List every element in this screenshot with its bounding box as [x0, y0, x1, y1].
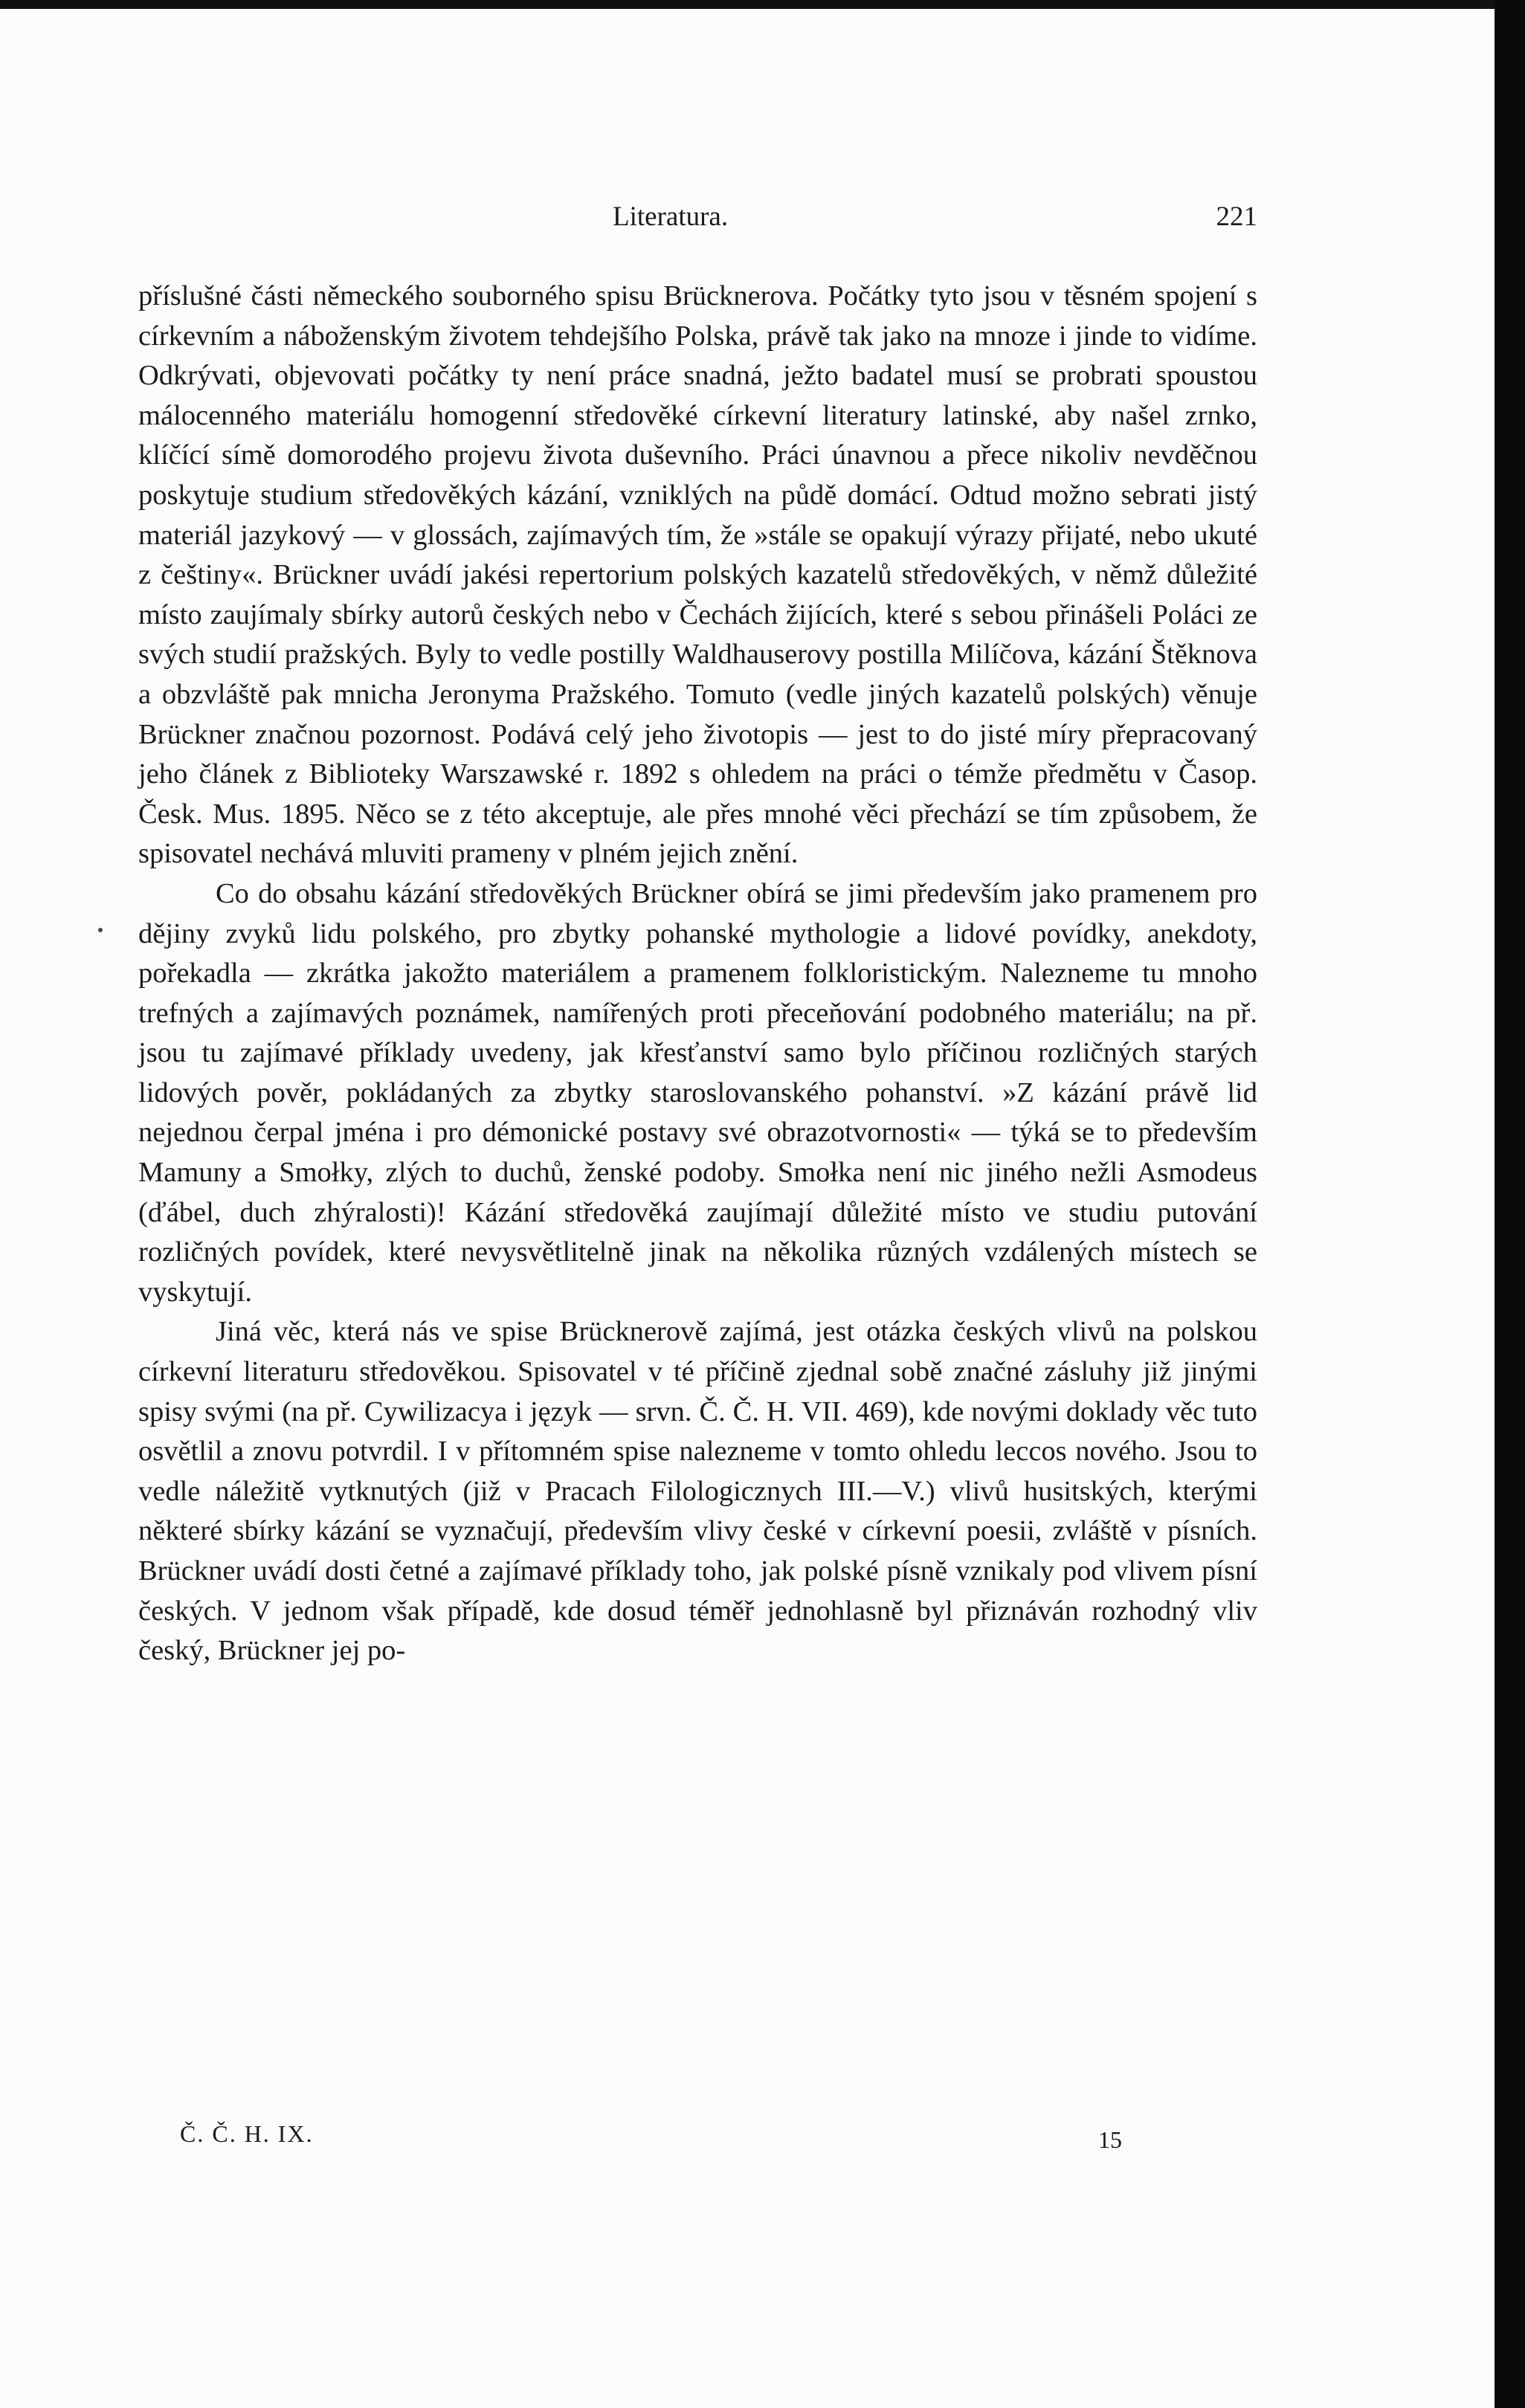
paragraph-3: Jiná věc, která nás ve spise Brücknerově zajímá, jest otázka českých vlivů na polskou církevní literaturu středověkou. Spisovatel v té příčině zjednal sobě značné zásluhy již jinými spisy svými (na př. Cywilizacya i język — srvn. Č. Č. H. VII. 469), kde novými doklady věc tuto osvětlil a znovu potvrdil. I v přítomném spise nalezneme v tomto ohledu leccos nového. Jsou to vedle náležitě vytknutých (již v Pracach Filologicznych III.—V.) vlivů husitských, kterými některé sbírky kázání se vyznačují, především vlivy české v církevní poesii, zvláště v písních. Brückner uvádí dosti četné a zajímavé příklady toho, jak polské písně vznikaly pod vlivem písní českých. V jednom však případě, kde dosud téměř jednohlasně byl přiznáván rozhodný vliv český, Brückner jej po-	[138, 1316, 1257, 1667]
scan-right-edge	[1495, 0, 1525, 2408]
running-header	[138, 201, 1257, 238]
signature-mark: Č. Č. H. IX.	[180, 2120, 314, 2147]
paragraph-2: Co do obsahu kázání středověkých Brückner obírá se jimi především jako pramenem pro dějiny zvyků lidu polského, pro zbytky pohanské mythologie a lidové povídky, anekdoty, pořekadla — zkrátka jakožto materiálem a pramenem folkloristickým. Nalezneme tu mnoho trefných a zajímavých poznámek, namířených proti přeceňování podobného materiálu; na př. jsou tu zajímavé příklady uvedeny, jak křesťanství samo bylo příčinou rozličných starých lidových pověr, pokládaných za zbytky staroslovanského pohanství. »Z kázání právě lid nejednou čerpal jména i pro démonické postavy své obrazotvornosti« — týká se to především Mamuny a Smołky, zlých to duchů, ženské podoby. Smołka není nic jiného nežli Asmodeus (ďábel, duch zhýralosti)! Kázání středověká zaujímají důležité místo ve studiu putování rozličných povídek, které nevysvětlitelně jinak na několika různých vzdálených místech se vyskytují.	[138, 877, 1257, 1308]
paragraph-1: příslušné části německého souborného spisu Brücknerova. Počátky tyto jsou v těsném spojení s církevním a náboženským životem tehdejšího Polska, právě tak jako na mnoze i jinde to vidíme. Odkrývati, objevovati počátky ty není práce snadná, ježto badatel musí se probrati spoustou málocenného materiálu homogenní středověké církevní literatury latinské, aby našel zrnko, klíčící símě domorodého projevu života duševního. Práci únavnou a přece nikoliv nevděčnou poskytuje studium středověkých kázání, vzniklých na půdě domácí. Odtud možno sebrati jistý materiál jazykový — v glossách, zajímavých tím, že »stále se opakují výrazy přijaté, nebo ukuté z češtiny«. Brückner uvádí jakési repertorium polských kazatelů středověkých, v němž důležité místo zaujímaly sbírky autorů českých nebo v Čechách žijících, které s sebou přinášeli Poláci ze svých studií pražských. Byly to vedle postilly Waldhauserovy postilla Milíčova, kázání Štěknova a obzvláště pak mnicha Jeronyma Pražského. Tomuto (vedle jiných kazatelů polských) věnuje Brückner značnou pozornost. Podává celý jeho životopis — jest to do jisté míry přepracovaný jeho článek z Biblioteky Warszawské r. 1892 s ohledem na práci o témže předmětu v Časop. Česk. Mus. 1895. Něco se z této akceptuje, ale přes mnohé věci přechází se tím způsobem, že spisovatel nechává mluviti prameny v plném jejich znění.	[138, 280, 1257, 870]
margin-speck	[98, 928, 103, 932]
running-title: Literatura.	[613, 201, 729, 232]
page-number: 221	[1216, 201, 1257, 232]
page-footer	[138, 2120, 1257, 2157]
body-text	[138, 277, 1257, 1671]
sheet-number: 15	[1098, 2126, 1122, 2153]
scan-top-edge	[0, 0, 1495, 9]
